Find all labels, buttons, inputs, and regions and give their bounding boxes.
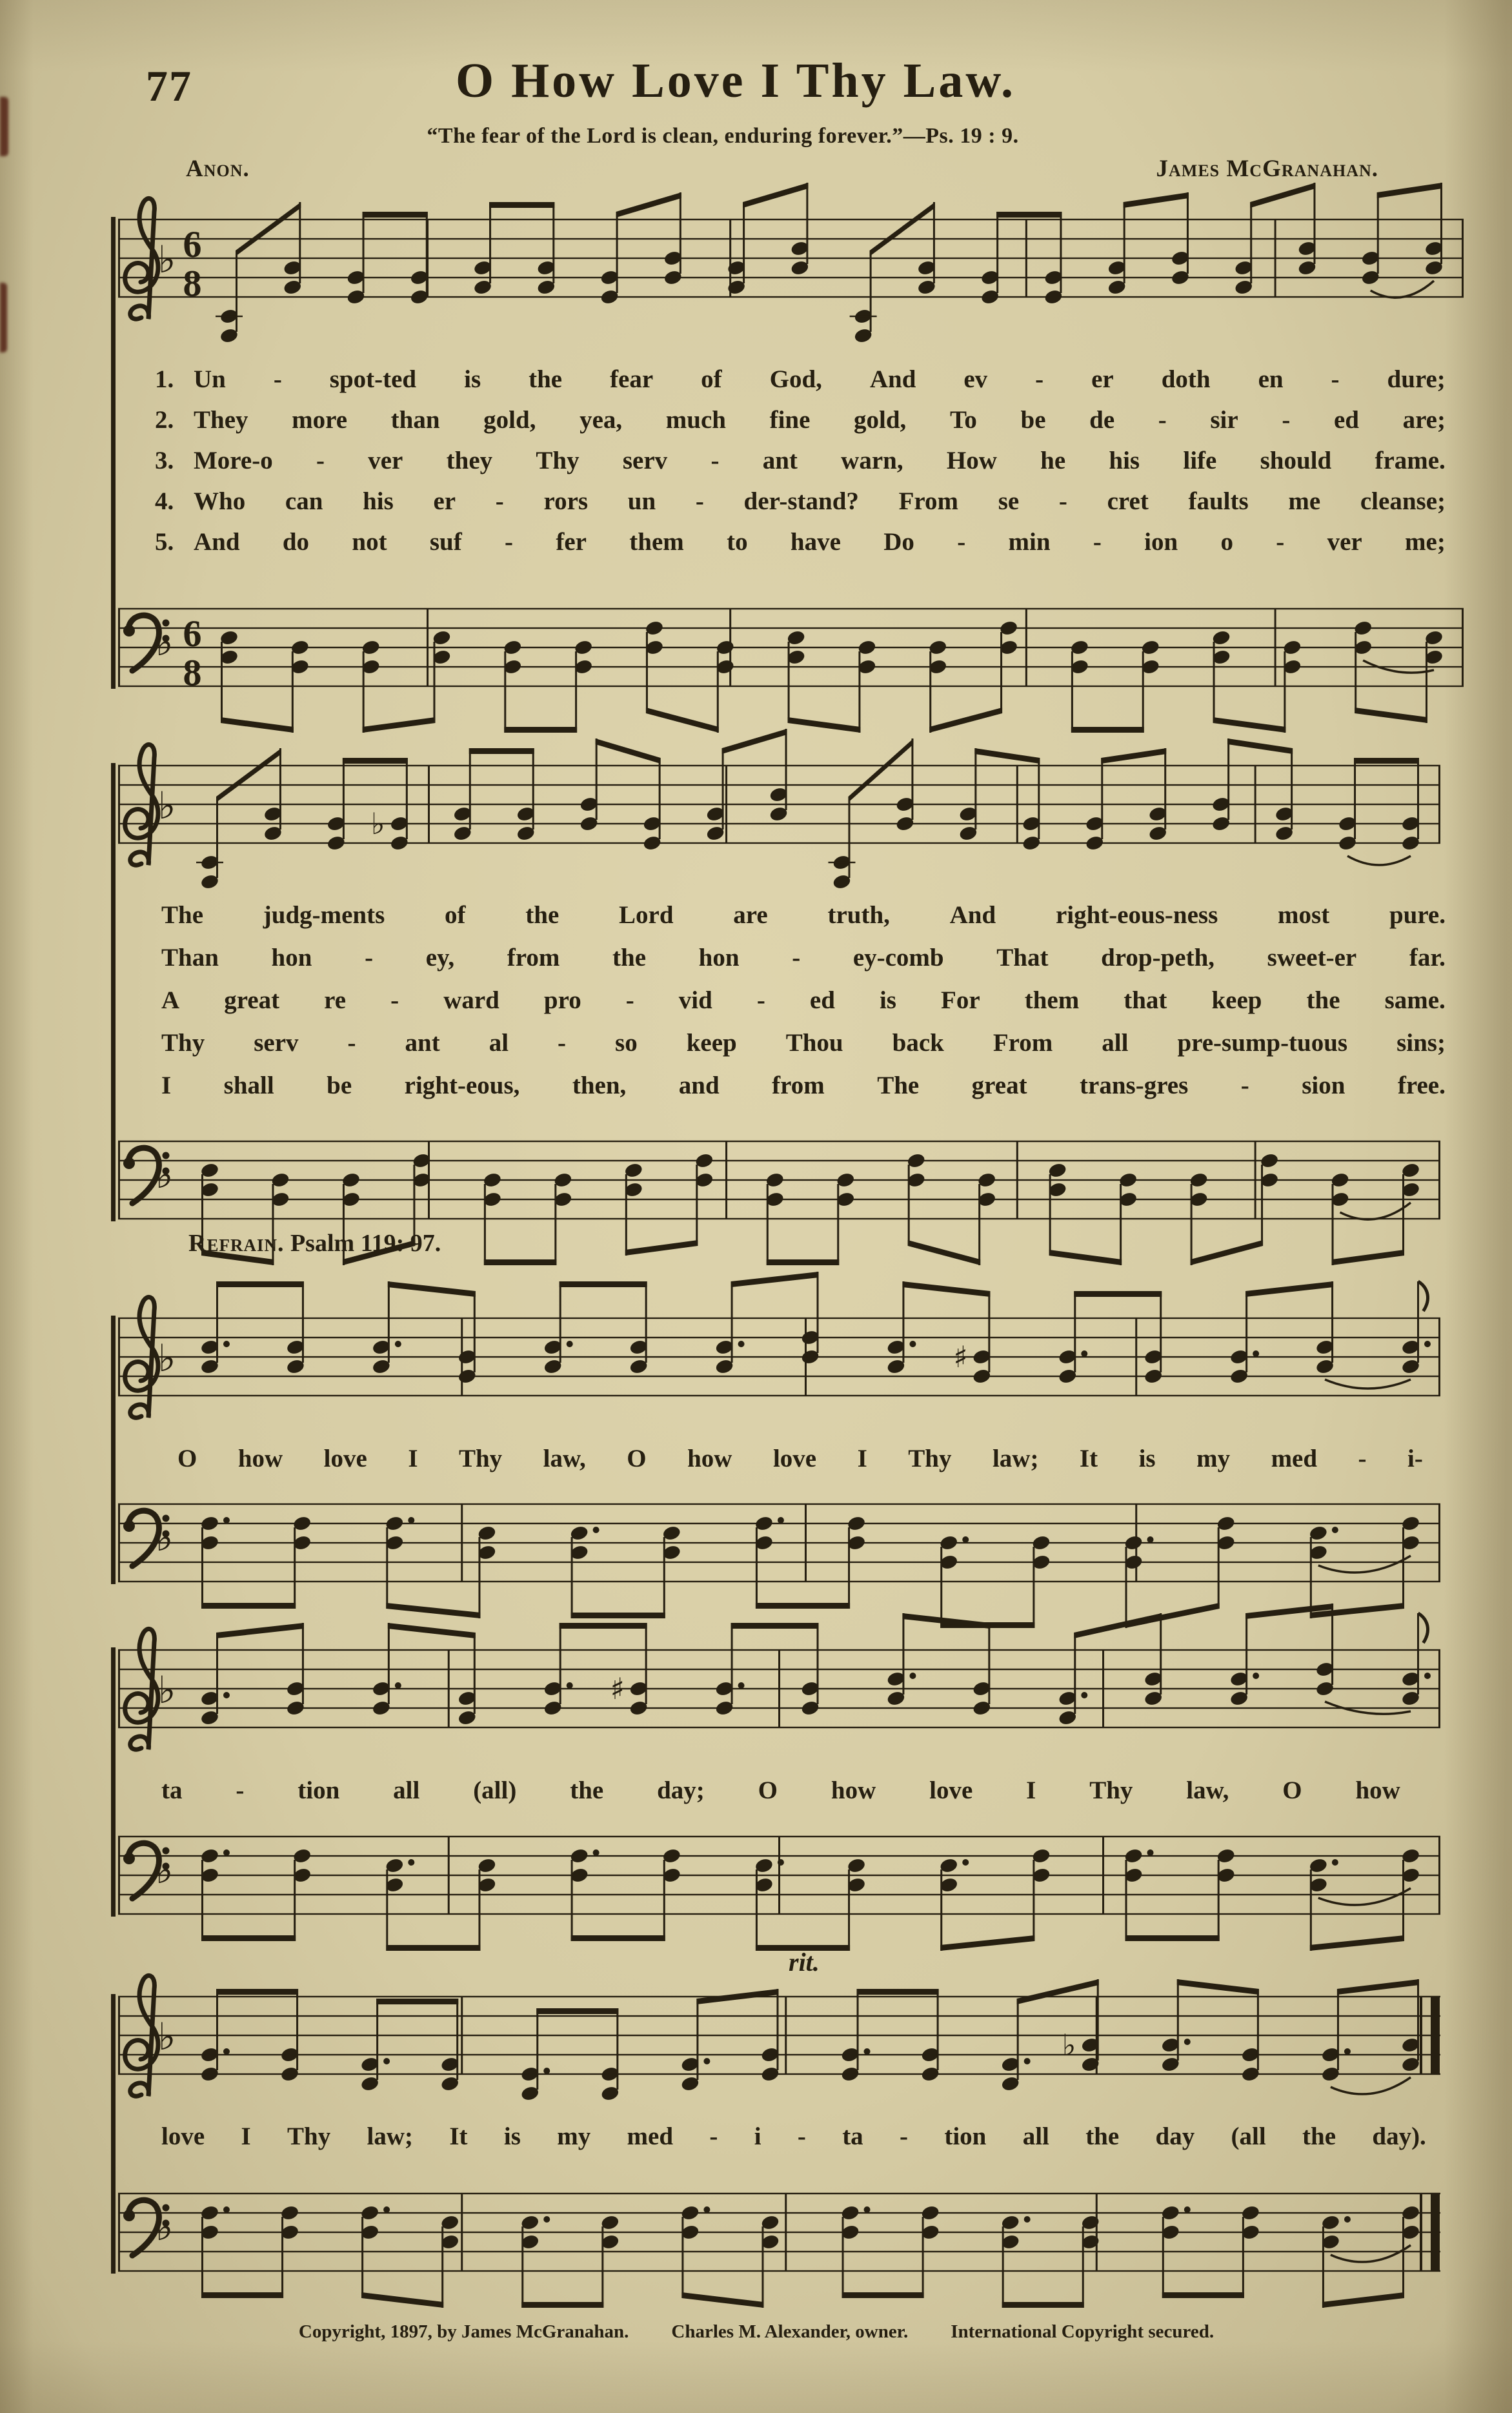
lyric-word: ed (1333, 406, 1359, 434)
lyric-word: The (877, 1072, 920, 1099)
staff-refrain1-bass (118, 1503, 1440, 1628)
tempo-marking: rit. (789, 1948, 820, 1977)
page-edge-stain (0, 97, 8, 156)
bass-clef-icon (128, 1148, 159, 1203)
lyric-word: Un (194, 365, 226, 393)
lyric-word: not (352, 528, 387, 556)
flat-sign-icon: ♭ (156, 2205, 174, 2249)
lyric-word: - (1282, 406, 1291, 434)
lyric-word: - (1240, 1072, 1249, 1099)
lyric-word: love (161, 2123, 205, 2150)
lyric-word: same. (1384, 986, 1446, 1014)
lyric-word: they (446, 447, 493, 474)
verse-number: 1. (155, 365, 174, 393)
lyric-word: And (869, 365, 916, 393)
lyric-word: warn, (841, 447, 903, 474)
lyric-word: The (161, 901, 204, 929)
lyric-word: How (946, 447, 997, 474)
time-signature-digit: 6 (183, 612, 202, 655)
lyric-word: love (772, 1445, 817, 1472)
lyric-word: keep (686, 1029, 737, 1057)
lyric-word: the (612, 944, 647, 972)
lyric-word: gold, (483, 406, 536, 434)
lyric-word: er (1091, 365, 1114, 393)
flat-sign-icon: ♭ (156, 620, 174, 664)
lyric-word: - (1158, 406, 1167, 434)
lyric-word: O (177, 1445, 197, 1472)
lyric-word: day (1155, 2123, 1195, 2150)
system-brace-1 (111, 217, 116, 689)
lyric-word: all (1022, 2123, 1049, 2150)
lyric-word: I (408, 1445, 418, 1472)
lyric-word: med (627, 2123, 674, 2150)
lyric-word: - (316, 447, 325, 474)
lyric-word: sir (1210, 406, 1238, 434)
lyric-word: how (831, 1777, 876, 1804)
lyric-word: are (733, 901, 768, 929)
lyric-word: ed (809, 986, 835, 1014)
lyric-word: - (900, 2123, 909, 2150)
bass-clef-icon (128, 1843, 159, 1899)
lyric-word: pre-sump-tuous (1177, 1029, 1348, 1057)
lyric-word: to (727, 528, 748, 556)
lyric-word: Than (161, 944, 219, 972)
time-signature-digit: 8 (183, 651, 202, 694)
lyric-word: fear (610, 365, 654, 393)
lyric-word: It (1079, 1445, 1098, 1472)
system-brace-3 (111, 1316, 116, 1584)
bass-clef-icon (128, 615, 159, 671)
lyric-word: They (194, 406, 248, 434)
refrain-line-1 (177, 1445, 1423, 1474)
lyric-word: the (1085, 2123, 1120, 2150)
staff-refrain2-bass (118, 1836, 1440, 1951)
slur-arc (1347, 856, 1411, 865)
hymn-number: 77 (146, 61, 192, 110)
lyric-word: pure. (1389, 901, 1446, 929)
flat-sign-icon: ♭ (158, 238, 176, 281)
lyric-word: ta (842, 2123, 863, 2150)
copyright-line (97, 2321, 1416, 2343)
lyric-word: ev (963, 365, 988, 393)
verse2-line-3 (161, 986, 1446, 1015)
lyric-word: ant (405, 1029, 440, 1057)
lyric-word: his (363, 487, 394, 515)
lyric-word: yea, (580, 406, 623, 434)
lyric-word: Thy (161, 1029, 205, 1057)
lyric-word: shall (223, 1072, 274, 1099)
lyric-word: be (327, 1072, 352, 1099)
verse-number: 4. (155, 487, 174, 515)
lyric-word: than (390, 406, 440, 434)
lyric-word: is (503, 2123, 521, 2150)
lyric-word: love (323, 1445, 367, 1472)
lyric-word: From (898, 487, 959, 515)
lyric-word: frame. (1375, 447, 1446, 474)
lyric-word: keep (1211, 986, 1262, 1014)
lyric-word: - (505, 528, 514, 556)
lyric-word: pro (543, 986, 581, 1014)
lyric-word: - (390, 986, 399, 1014)
flat-sign-icon: ♭ (156, 1848, 174, 1892)
accidental-icon: ♯ (610, 1671, 625, 1706)
lyric-word: Who (194, 487, 246, 515)
lyric-word: Thy (908, 1445, 952, 1472)
composer-credit: James McGranahan. (1156, 156, 1378, 182)
slur-arc (1340, 1203, 1411, 1219)
lyric-word: is (879, 986, 896, 1014)
lyric-word: i- (1407, 1445, 1423, 1472)
lyric-word: un (627, 487, 656, 515)
lyric-word: I (857, 1445, 867, 1472)
lyric-word: so (615, 1029, 638, 1057)
verse2-line-1 (161, 901, 1446, 930)
lyric-word: judg-ments (263, 901, 385, 929)
lyric-word: re (324, 986, 347, 1014)
lyric-word: For (941, 986, 980, 1014)
lyric-word: from (507, 944, 560, 972)
lyric-word: do (282, 528, 310, 556)
lyric-word: great (971, 1072, 1027, 1099)
lyric-word: Thy (1089, 1777, 1133, 1804)
lyric-word: ey-comb (852, 944, 944, 972)
lyric-word: law; (992, 1445, 1039, 1472)
lyric-word: back (892, 1029, 944, 1057)
lyric-word: them (1024, 986, 1080, 1014)
lyric-word: fer (556, 528, 587, 556)
flat-sign-icon: ♭ (156, 1516, 174, 1560)
lyric-word: have (790, 528, 841, 556)
staff-refrain2-treble (118, 1604, 1440, 1749)
lyric-word: the (570, 1777, 604, 1804)
lyric-word: - (558, 1029, 567, 1057)
lyric-word: free. (1397, 1072, 1446, 1099)
lyric-word: O (758, 1777, 778, 1804)
flat-sign-icon: ♭ (156, 1153, 174, 1197)
lyric-word: Do (883, 528, 914, 556)
page-edge-stain (0, 283, 7, 352)
lyric-word: God, (769, 365, 822, 393)
refrain-line-2 (161, 1777, 1400, 1806)
slur-arc (1318, 1556, 1411, 1573)
lyric-word: - (1358, 1445, 1367, 1472)
lyric-word: And (194, 528, 240, 556)
refrain-psalm-ref: Psalm 119: 97. (290, 1230, 441, 1257)
staff-final-bass (118, 2193, 1440, 2308)
lyric-word: serv (622, 447, 668, 474)
accidental-icon: ♭ (1062, 2028, 1076, 2062)
lyric-word: med (1271, 1445, 1318, 1472)
staff-final-treble (118, 1975, 1440, 2102)
flat-sign-icon: ♭ (158, 784, 176, 828)
verse2-line-4 (161, 1029, 1446, 1058)
verse-line-2 (155, 406, 1446, 435)
lyric-word: the (1302, 2123, 1336, 2150)
lyric-word: ver (368, 447, 403, 474)
slur-arc (1371, 281, 1434, 298)
verse-number: 3. (155, 447, 174, 474)
lyric-word: More-o (194, 447, 273, 474)
lyric-word: that (1124, 986, 1167, 1014)
verse-line-1 (155, 365, 1446, 394)
lyric-word: more (292, 406, 348, 434)
lyric-word: - (1093, 528, 1102, 556)
lyric-word: cleanse; (1360, 487, 1446, 515)
lyric-word: of (701, 365, 722, 393)
copyright-segment-1: Copyright, 1897, by James McGranahan. (298, 2321, 629, 2342)
accidental-icon: ♭ (370, 806, 385, 841)
lyric-word: dure; (1387, 365, 1446, 393)
lyric-word: suf (429, 528, 462, 556)
lyric-word: - (1276, 528, 1285, 556)
slur-arc (1331, 2245, 1411, 2262)
lyric-word: der-stand? (743, 487, 859, 515)
lyric-word: I (161, 1072, 172, 1099)
page-title: O How Love I Thy Law. (455, 54, 1016, 108)
lyric-word: gold, (854, 406, 907, 434)
lyric-word: the (525, 901, 559, 929)
bass-clef-icon (128, 1511, 159, 1566)
lyric-word: and (678, 1072, 720, 1099)
lyric-word: ver (1327, 528, 1362, 556)
accidental-icon: ♯ (953, 1339, 968, 1374)
lyric-word: I (1026, 1777, 1036, 1804)
lyric-word: - (695, 487, 704, 515)
lyric-word: - (365, 944, 374, 972)
lyric-word: - (1058, 487, 1067, 515)
lyric-word: me; (1405, 528, 1446, 556)
lyric-word: doth (1161, 365, 1211, 393)
lyric-word: truth, (827, 901, 890, 929)
lyric-word: law, (543, 1445, 586, 1472)
lyric-word: day; (657, 1777, 705, 1804)
verse-line-4 (155, 487, 1446, 516)
lyric-word: al (489, 1029, 509, 1057)
lyric-word: - (1035, 365, 1044, 393)
lyric-word: O (1282, 1777, 1302, 1804)
time-signature-digit: 6 (183, 223, 202, 265)
lyric-word: ta (161, 1777, 183, 1804)
lyric-word: love (929, 1777, 973, 1804)
lyric-word: (all (1231, 2123, 1266, 2150)
slur-arc (1331, 2077, 1411, 2094)
system-brace-2 (111, 763, 116, 1221)
refrain-heading (188, 1229, 441, 1257)
lyric-word: Lord (619, 901, 674, 929)
lyric-word: is (1138, 1445, 1156, 1472)
lyric-word: all (393, 1777, 420, 1804)
bass-clef-icon (128, 2200, 159, 2255)
lyric-word: From (993, 1029, 1053, 1057)
lyric-word: - (792, 944, 801, 972)
copyright-segment-2: Charles M. Alexander, owner. (671, 2321, 909, 2342)
flat-sign-icon: ♭ (158, 1668, 176, 1712)
lyric-word: life (1183, 447, 1217, 474)
lyric-word: - (711, 447, 720, 474)
lyric-word: drop-peth, (1101, 944, 1215, 972)
lyric-word: - (1331, 365, 1340, 393)
time-signature-digit: 8 (183, 262, 202, 305)
lyric-word: law; (367, 2123, 414, 2150)
lyric-word: de (1089, 406, 1115, 434)
lyric-word: be (1020, 406, 1046, 434)
lyric-word: sion (1302, 1072, 1346, 1099)
lyric-word: tion (297, 1777, 340, 1804)
lyric-word: vid (678, 986, 712, 1014)
lyric-word: - (236, 1777, 245, 1804)
lyric-word: most (1278, 901, 1330, 929)
lyric-word: then, (572, 1072, 627, 1099)
lyric-word: - (709, 2123, 718, 2150)
lyric-word: Thy (458, 1445, 503, 1472)
lyric-word: sins; (1396, 1029, 1446, 1057)
system-brace-5 (111, 1994, 116, 2274)
staff-system1-treble (118, 183, 1464, 344)
system-brace-4 (111, 1647, 116, 1917)
flat-sign-icon: ♭ (158, 2015, 176, 2059)
lyric-word: can (285, 487, 323, 515)
lyric-word: how (237, 1445, 283, 1472)
lyric-word: serv (254, 1029, 299, 1057)
lyric-word: me (1288, 487, 1321, 515)
lyric-word: se (998, 487, 1020, 515)
lyric-word: are; (1402, 406, 1446, 434)
lyric-word: Thou (785, 1029, 843, 1057)
lyric-word: the (529, 365, 563, 393)
lyric-word: from (772, 1072, 825, 1099)
staff-system1-bass (118, 608, 1464, 733)
lyric-word: the (1306, 986, 1340, 1014)
lyric-word: spot-ted (329, 365, 417, 393)
staff-system2-treble (118, 729, 1440, 890)
lyric-word: sweet-er (1267, 944, 1357, 972)
lyric-word: right-eous, (404, 1072, 520, 1099)
lyric-word: i (754, 2123, 761, 2150)
lyric-word: - (625, 986, 634, 1014)
copyright-segment-3: International Copyright secured. (951, 2321, 1215, 2342)
lyric-word: O (627, 1445, 647, 1472)
lyric-word: great (224, 986, 280, 1014)
lyric-word: (all) (473, 1777, 517, 1804)
lyric-word: - (273, 365, 282, 393)
lyric-word: trans-gres (1080, 1072, 1189, 1099)
lyric-word: hon (698, 944, 740, 972)
lyric-word: my (557, 2123, 591, 2150)
lyric-word: That (996, 944, 1049, 972)
lyric-word: how (1355, 1777, 1400, 1804)
lyric-word: hon (271, 944, 312, 972)
lyric-word: o (1220, 528, 1233, 556)
lyric-word: rors (543, 487, 589, 515)
lyric-word: right-eous-ness (1055, 901, 1218, 929)
lyric-word: To (949, 406, 977, 434)
lyric-word: ward (443, 986, 499, 1014)
flat-sign-icon: ♭ (158, 1336, 176, 1380)
lyric-word: how (687, 1445, 732, 1472)
verse-line-5 (155, 528, 1446, 557)
lyric-word: tion (944, 2123, 987, 2150)
lyric-word: law, (1186, 1777, 1229, 1804)
slur-arc (1325, 1380, 1411, 1389)
lyric-word: much (665, 406, 726, 434)
lyric-word: my (1196, 1445, 1231, 1472)
scripture-quote: “The fear of the Lord is clean, enduring forever.”—Ps. 19 : 9. (427, 124, 1019, 148)
lyric-word: all (1102, 1029, 1129, 1057)
staff-refrain1-treble (118, 1272, 1440, 1418)
lyric-word: day). (1372, 2123, 1426, 2150)
lyric-word: - (797, 2123, 806, 2150)
verse2-line-5 (161, 1072, 1446, 1101)
refrain-line-3 (161, 2123, 1426, 2152)
author-credit: Anon. (186, 156, 250, 182)
lyric-word: A (161, 986, 180, 1014)
lyric-word: should (1260, 447, 1332, 474)
lyric-word: I (241, 2123, 251, 2150)
lyric-word: he (1040, 447, 1066, 474)
lyric-word: And (949, 901, 996, 929)
lyric-word: faults (1188, 487, 1249, 515)
slur-arc (1318, 1888, 1411, 1905)
lyric-word: far. (1409, 944, 1446, 972)
lyric-word: - (957, 528, 966, 556)
lyric-word: of (445, 901, 466, 929)
lyric-word: ant (762, 447, 798, 474)
verse-number: 2. (155, 406, 174, 434)
lyric-word: er (433, 487, 456, 515)
lyric-word: them (629, 528, 684, 556)
lyric-word: ion (1144, 528, 1178, 556)
lyric-word: Thy (287, 2123, 331, 2150)
lyric-word: en (1258, 365, 1284, 393)
lyric-word: It (449, 2123, 468, 2150)
lyric-word: his (1109, 447, 1140, 474)
lyric-word: - (756, 986, 765, 1014)
lyric-word: cret (1107, 487, 1149, 515)
lyric-word: Thy (536, 447, 580, 474)
refrain-label: Refrain. (188, 1230, 285, 1257)
lyric-word: min (1008, 528, 1051, 556)
lyric-word: - (495, 487, 504, 515)
lyric-word: - (347, 1029, 356, 1057)
verse-line-3 (155, 447, 1446, 476)
lyric-word: is (464, 365, 481, 393)
verse-number: 5. (155, 528, 174, 556)
lyric-word: fine (769, 406, 811, 434)
verse2-line-2 (161, 944, 1446, 973)
lyric-word: ey, (425, 944, 455, 972)
